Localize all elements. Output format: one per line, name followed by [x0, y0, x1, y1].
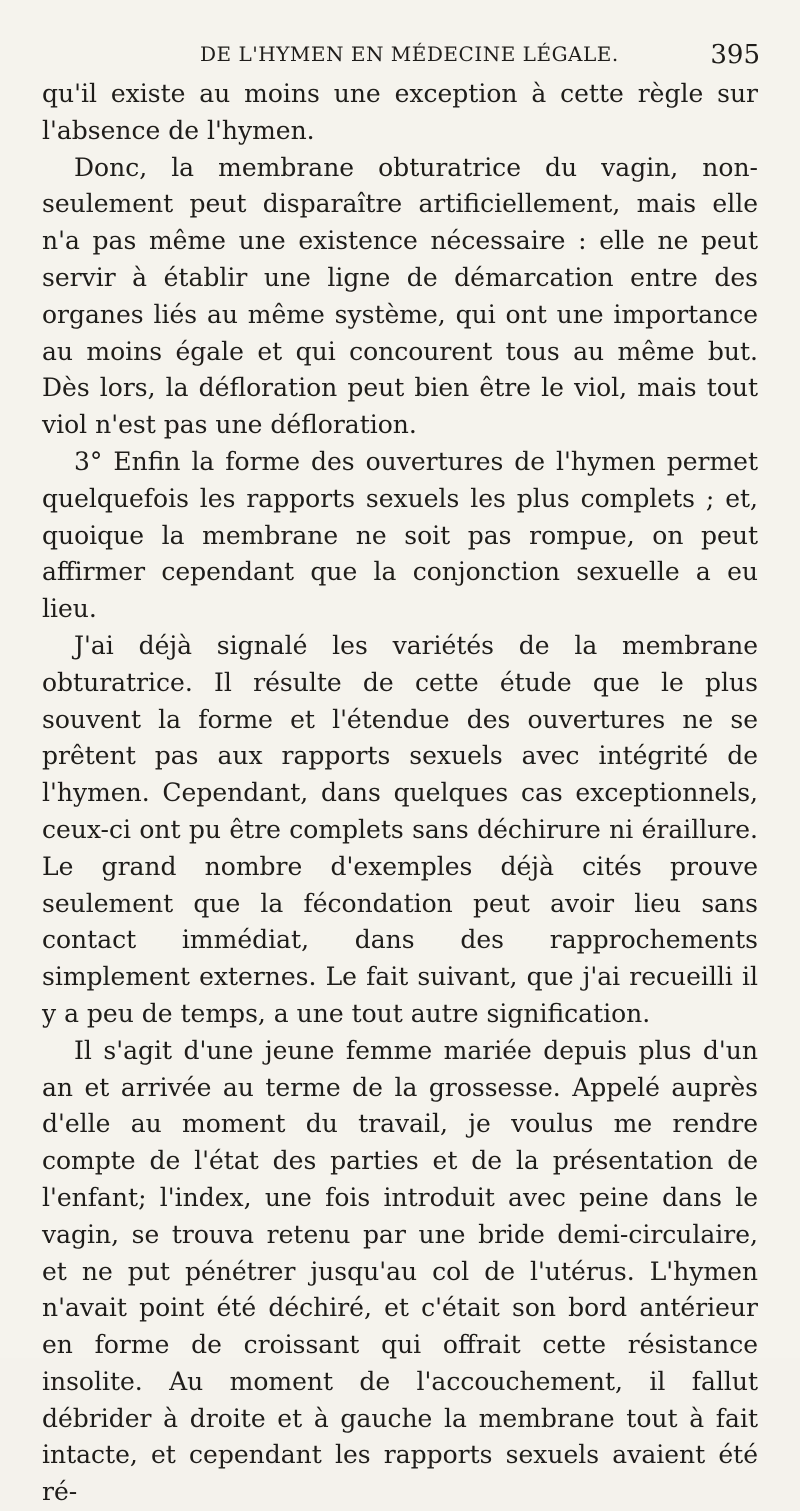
page-number: 395: [710, 40, 760, 70]
paragraph-point-three: 3° Enfin la forme des ouvertures de l'hymen permet quelquefois les rapports sexuels les plus complets ; et, quoique la membrane ne soit pas rompue, on peut affirmer cependant que la conjonction sexuelle a eu lieu.: [42, 446, 758, 624]
running-head: DE L'HYMEN EN MÉDECINE LÉGALE.: [200, 42, 619, 66]
paragraph-continuation: qu'il existe au moins une exception à cette règle sur l'absence de l'hymen.: [42, 79, 758, 145]
paragraph-conclusion: Donc, la membrane obturatrice du vagin, non-seulement peut disparaître artificiellement, mais elle n'a pas même une existence nécessaire : elle ne peut servir à établir une ligne de démarcation entre des organes liés au même système, qui ont une importance au moins égale et qui concourent tous au même but. Dès lors, la défloration peut bien être le viol, mais tout viol n'est pas une défloration.: [42, 152, 758, 440]
paragraph-varieties: J'ai déjà signalé les variétés de la membrane obturatrice. Il résulte de cette étude que le plus souvent la forme et l'étendue des ouvertures ne se prêtent pas aux rapports sexuels avec intégrité de l'hymen. Cependant, dans quelques cas exceptionnels, ceux-ci ont pu être complets sans déchirure ni éraillure. Le grand nombre d'exemples déjà cités prouve seulement que la fécondation peut avoir lieu sans contact immédiat, dans des rapprochements simplement externes. Le fait suivant, que j'ai recueilli il y a peu de temps, a une tout autre signification.: [42, 630, 758, 1028]
page-body: [42, 76, 758, 1511]
page-header: [40, 38, 760, 78]
paragraph-case: Il s'agit d'une jeune femme mariée depuis plus d'un an et arrivée au terme de la grossesse. Appelé auprès d'elle au moment du travail, je voulus me rendre compte de l'état des parties et de la présentation de l'enfant; l'index, une fois introduit avec peine dans le vagin, se trouva retenu par une bride demi-circulaire, et ne put pénétrer jusqu'au col de l'utérus. L'hymen n'avait point été déchiré, et c'était son bord antérieur en forme de croissant qui offrait cette résistance insolite. Au moment de l'accouchement, il fallut débrider à droite et à gauche la membrane tout à fait intacte, et cependant les rapports sexuels avaient été ré-: [42, 1035, 758, 1507]
